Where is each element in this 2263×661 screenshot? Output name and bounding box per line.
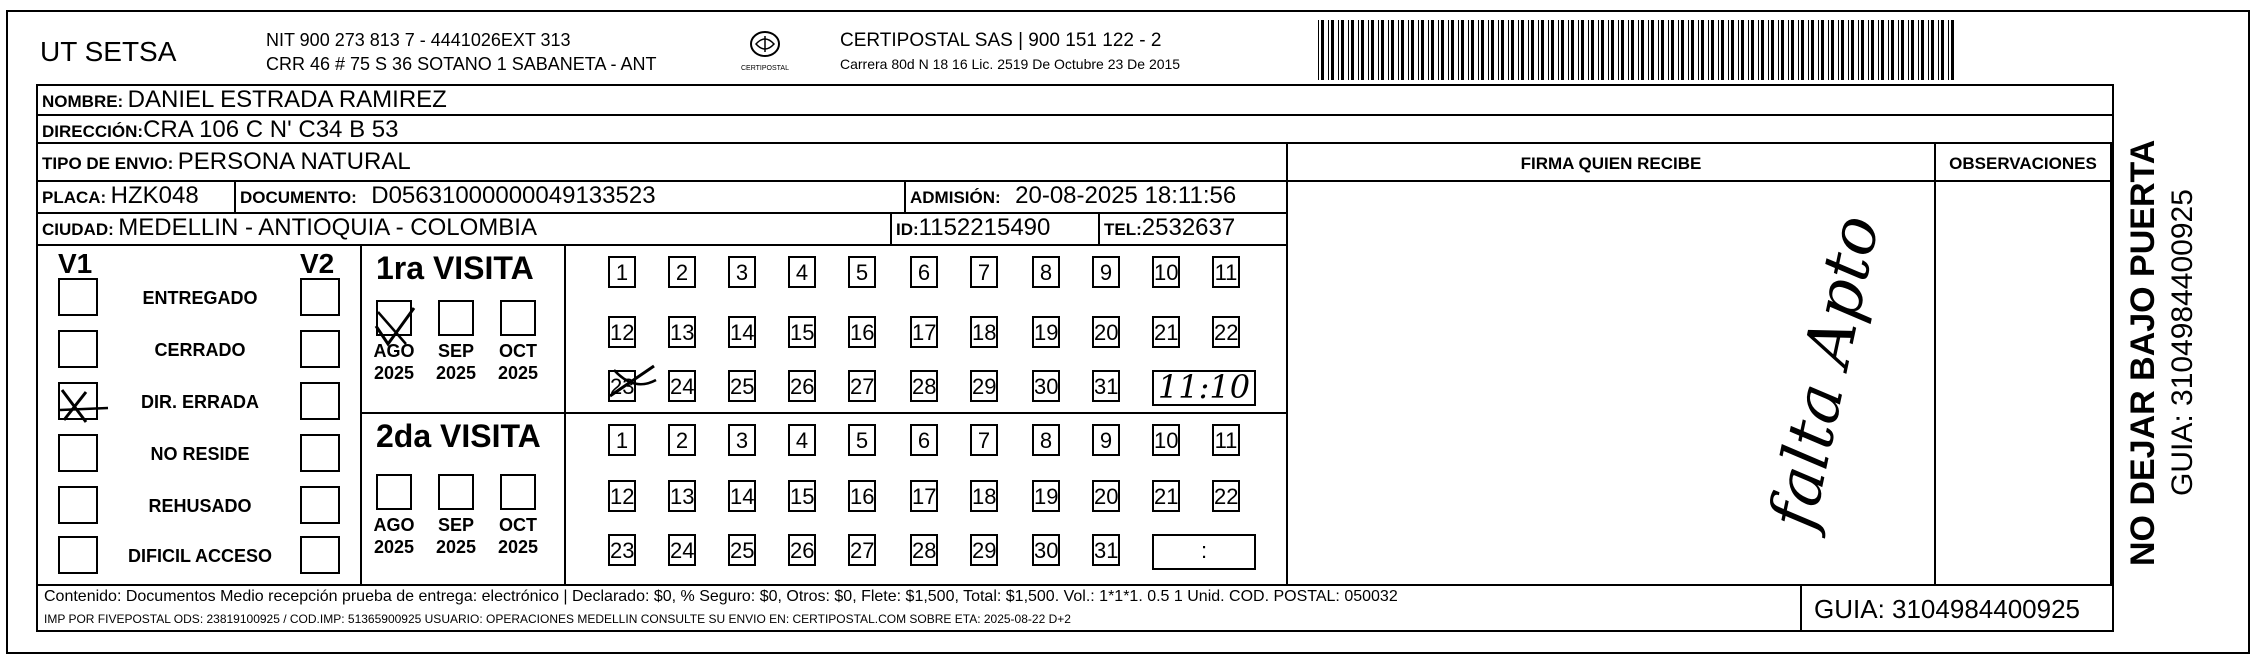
day-box[interactable]: 21 (1152, 316, 1180, 348)
address-line: CRR 46 # 75 S 36 SOTANO 1 SABANETA - ANT (266, 54, 657, 74)
barcode-bar (1858, 20, 1859, 80)
barcode-bar (1841, 20, 1844, 80)
year-label: 2025 (435, 363, 477, 383)
barcode-bar (1488, 20, 1489, 80)
year-label: 2025 (373, 363, 415, 383)
side-guia: GUIA: 3104984400925 (2166, 189, 2199, 496)
day-box[interactable]: 29 (970, 370, 998, 402)
v1-checkbox[interactable] (58, 330, 98, 368)
barcode-bar (1621, 20, 1624, 80)
admision-label: ADMISIÓN: (910, 188, 1001, 207)
barcode-bar (1668, 20, 1669, 80)
barcode-bar (1348, 20, 1349, 80)
barcode-bar (1748, 20, 1749, 80)
year-label: 2025 (497, 537, 539, 557)
day-box[interactable]: 23 (608, 370, 636, 402)
barcode-bar (1591, 20, 1594, 80)
barcode-bar (1911, 20, 1914, 80)
barcode-bar (1598, 20, 1599, 80)
month-label: AGO (373, 341, 415, 361)
nombre-label: NOMBRE: (42, 92, 124, 111)
v1-label: V1 (58, 248, 93, 279)
day-box[interactable]: 14 (728, 316, 756, 348)
day-box[interactable]: 8 (1032, 424, 1060, 456)
status-label: REHUSADO (148, 496, 252, 516)
barcode-bar (1378, 20, 1379, 80)
day-box[interactable]: 18 (970, 480, 998, 512)
barcode-bar (1801, 20, 1804, 80)
side-warning: NO DEJAR BAJO PUERTA (2124, 139, 2162, 566)
barcode-bar (1611, 20, 1614, 80)
day-box[interactable]: 6 (910, 424, 938, 456)
v2-checkbox[interactable] (300, 278, 340, 316)
day-23-strike (604, 362, 664, 402)
day-box[interactable]: 26 (788, 534, 816, 566)
month-checkbox[interactable] (438, 300, 474, 336)
day-box[interactable]: 7 (970, 256, 998, 288)
barcode-bar (1401, 20, 1404, 80)
barcode-bar (1551, 20, 1554, 80)
barcode-bar (1708, 20, 1709, 80)
first-visit-title: 1ra VISITA (376, 250, 534, 286)
v2-checkbox[interactable] (300, 330, 340, 368)
day-box[interactable]: 20 (1092, 316, 1120, 348)
status-label: CERRADO (154, 340, 246, 360)
day-box[interactable]: 27 (848, 370, 876, 402)
day-box[interactable]: 30 (1032, 534, 1060, 566)
barcode-bar (1828, 20, 1829, 80)
day-box[interactable]: 26 (788, 370, 816, 402)
logo-icon (748, 30, 782, 60)
barcode-bar (1861, 20, 1864, 80)
barcode-bar (1848, 20, 1849, 80)
barcode-bar (1531, 20, 1534, 80)
barcode-bar (1951, 20, 1954, 80)
day-box[interactable]: 29 (970, 534, 998, 566)
day-box[interactable]: 2 (668, 424, 696, 456)
v2-checkbox[interactable] (300, 434, 340, 472)
barcode-bar (1478, 20, 1479, 80)
barcode-bar (1768, 20, 1769, 80)
day-box[interactable]: 15 (788, 480, 816, 512)
day-box[interactable]: 11 (1212, 424, 1240, 456)
day-box[interactable]: 12 (608, 480, 636, 512)
v1-checkbox[interactable] (58, 536, 98, 574)
v2-label: V2 (300, 248, 335, 279)
barcode-bar (1818, 20, 1819, 80)
day-box[interactable]: 6 (910, 256, 938, 288)
barcode-bar (1418, 20, 1419, 80)
barcode-bar (1388, 20, 1389, 80)
barcode-bar (1648, 20, 1649, 80)
day-box[interactable]: 23 (608, 534, 636, 566)
barcode-bar (1908, 20, 1909, 80)
day-box[interactable]: 5 (848, 256, 876, 288)
barcode-bar (1901, 20, 1904, 80)
barcode-bar (1548, 20, 1549, 80)
barcode-bar (1578, 20, 1579, 80)
day-box[interactable]: 9 (1092, 256, 1120, 288)
v2-checkbox[interactable] (300, 382, 340, 420)
barcode-bar (1778, 20, 1779, 80)
barcode-bar (1671, 20, 1674, 80)
barcode-bar (1731, 20, 1734, 80)
barcode-bar (1588, 20, 1589, 80)
nit-line: NIT 900 273 813 7 - 4441026EXT 313 (266, 30, 571, 50)
day-box[interactable]: 30 (1032, 370, 1060, 402)
barcode-bar (1491, 20, 1494, 80)
barcode-bar (1381, 20, 1384, 80)
day-box[interactable]: 22 (1212, 316, 1240, 348)
license-line: Carrera 80d N 18 16 Lic. 2519 De Octubre 23 De 2015 (840, 56, 1181, 72)
year-label: 2025 (497, 363, 539, 383)
barcode-bar (1481, 20, 1484, 80)
day-box[interactable]: 28 (910, 534, 938, 566)
barcode-bar (1338, 20, 1339, 80)
v2-checkbox[interactable] (300, 536, 340, 574)
barcode-bar (1601, 20, 1604, 80)
barcode-bar (1521, 20, 1524, 80)
ciudad-value: MEDELLIN - ANTIOQUIA - COLOMBIA (118, 214, 537, 241)
year-label: 2025 (435, 537, 477, 557)
day-box[interactable]: 17 (910, 316, 938, 348)
logo-text: CERTIPOSTAL (741, 65, 789, 72)
day-box[interactable]: 31 (1092, 534, 1120, 566)
day-box[interactable]: 20 (1092, 480, 1120, 512)
barcode-bar (1351, 20, 1354, 80)
barcode-bar (1758, 20, 1759, 80)
time-box[interactable]: : (1152, 534, 1256, 570)
barcode-bar (1808, 20, 1809, 80)
barcode-bar (1568, 20, 1569, 80)
day-box[interactable]: 12 (608, 316, 636, 348)
day-box[interactable]: 4 (788, 256, 816, 288)
ciudad-label: CIUDAD: (42, 220, 114, 239)
day-box[interactable]: 13 (668, 480, 696, 512)
barcode-bar (1651, 20, 1654, 80)
month-checkbox[interactable] (438, 474, 474, 510)
barcode-bar (1881, 20, 1884, 80)
barcode-bar (1608, 20, 1609, 80)
footer-guia: GUIA: 3104984400925 (1814, 594, 2080, 624)
day-box[interactable]: 1 (608, 256, 636, 288)
barcode-bar (1938, 20, 1939, 80)
barcode-bar (1458, 20, 1459, 80)
barcode-bar (1658, 20, 1659, 80)
barcode-bar (1638, 20, 1639, 80)
day-box[interactable]: 13 (668, 316, 696, 348)
barcode-bar (1791, 20, 1794, 80)
day-box[interactable]: 3 (728, 424, 756, 456)
day-box[interactable]: 18 (970, 316, 998, 348)
barcode-bar (1361, 20, 1364, 80)
day-box[interactable]: 21 (1152, 480, 1180, 512)
day-box[interactable]: 28 (910, 370, 938, 402)
barcode-bar (1391, 20, 1394, 80)
placa-value: HZK048 (110, 182, 199, 209)
barcode-bar (1398, 20, 1399, 80)
day-box[interactable]: 3 (728, 256, 756, 288)
barcode-bar (1878, 20, 1879, 80)
barcode-bar (1921, 20, 1924, 80)
v2-checkbox[interactable] (300, 486, 340, 524)
day-box[interactable]: 7 (970, 424, 998, 456)
day-box[interactable]: 1 (608, 424, 636, 456)
barcode (1318, 20, 1956, 80)
barcode-bar (1948, 20, 1949, 80)
barcode-bar (1718, 20, 1719, 80)
barcode-bar (1561, 20, 1564, 80)
day-box[interactable]: 25 (728, 370, 756, 402)
barcode-bar (1641, 20, 1644, 80)
tipo-label: TIPO DE ENVIO: (42, 154, 174, 173)
barcode-bar (1408, 20, 1409, 80)
barcode-bar (1431, 20, 1434, 80)
barcode-bar (1441, 20, 1444, 80)
day-box[interactable]: 24 (668, 370, 696, 402)
barcode-bar (1678, 20, 1679, 80)
barcode-bar (1891, 20, 1894, 80)
barcode-bar (1451, 20, 1454, 80)
barcode-bar (1868, 20, 1869, 80)
dir-errada-check-mark (56, 382, 116, 428)
barcode-bar (1688, 20, 1689, 80)
certipostal-logo (735, 30, 795, 80)
firma-header: FIRMA QUIEN RECIBE (1520, 154, 1702, 173)
day-box[interactable]: 9 (1092, 424, 1120, 456)
barcode-bar (1798, 20, 1799, 80)
month-label: SEP (437, 341, 475, 361)
tipo-value: PERSONA NATURAL (177, 148, 411, 175)
month-checkbox[interactable] (376, 474, 412, 510)
barcode-bar (1811, 20, 1814, 80)
barcode-bar (1411, 20, 1414, 80)
barcode-bar (1898, 20, 1899, 80)
barcode-bar (1821, 20, 1824, 80)
barcode-bar (1508, 20, 1509, 80)
barcode-bar (1541, 20, 1544, 80)
day-box[interactable]: 19 (1032, 316, 1060, 348)
admision-value: 20-08-2025 18:11:56 (1015, 182, 1237, 209)
tel-label: TEL: (1104, 220, 1142, 239)
month-label: OCT (499, 515, 537, 535)
day-box[interactable]: 16 (848, 316, 876, 348)
barcode-bar (1581, 20, 1584, 80)
barcode-bar (1698, 20, 1699, 80)
day-box[interactable]: 31 (1092, 370, 1120, 402)
barcode-bar (1701, 20, 1704, 80)
barcode-bar (1321, 20, 1324, 80)
barcode-bar (1518, 20, 1519, 80)
barcode-bar (1571, 20, 1574, 80)
footer-imp: IMP POR FIVEPOSTAL ODS: 23819100925 / COD.IMP: 51365900925 USUARIO: OPERACIONES MEDELLIN CONSULTE SU ENVIO EN: CERTIPOSTAL.COM SOBRE ETA: 2025-08-22 D+2 (44, 612, 1071, 626)
barcode-bar (1788, 20, 1789, 80)
barcode-bar (1728, 20, 1729, 80)
barcode-bar (1711, 20, 1714, 80)
ago-check-mark (370, 304, 420, 350)
barcode-bar (1628, 20, 1629, 80)
barcode-bar (1871, 20, 1874, 80)
barcode-bar (1471, 20, 1474, 80)
barcode-bar (1538, 20, 1539, 80)
barcode-bar (1681, 20, 1684, 80)
status-label: DIR. ERRADA (140, 392, 259, 412)
barcode-bar (1358, 20, 1359, 80)
barcode-bar (1831, 20, 1834, 80)
certipostal-line: CERTIPOSTAL SAS | 900 151 122 - 2 (840, 30, 1162, 51)
status-label: NO RESIDE (150, 444, 250, 464)
barcode-bar (1721, 20, 1724, 80)
barcode-bar (1528, 20, 1529, 80)
v1-checkbox[interactable] (58, 486, 98, 524)
day-box[interactable]: 16 (848, 480, 876, 512)
month-checkbox[interactable] (500, 474, 536, 510)
barcode-bar (1631, 20, 1634, 80)
barcode-bar (1851, 20, 1854, 80)
barcode-bar (1558, 20, 1559, 80)
barcode-bar (1371, 20, 1374, 80)
month-checkbox[interactable] (500, 300, 536, 336)
barcode-bar (1428, 20, 1429, 80)
direccion-value: CRA 106 C N' C34 B 53 (143, 116, 399, 143)
nombre-value: DANIEL ESTRADA RAMIREZ (127, 86, 447, 113)
day-box[interactable]: 4 (788, 424, 816, 456)
day-box[interactable]: 27 (848, 534, 876, 566)
barcode-bar (1448, 20, 1449, 80)
barcode-bar (1618, 20, 1619, 80)
barcode-bar (1511, 20, 1514, 80)
id-label: ID: (896, 220, 919, 239)
observation-handwriting: falta Apto (1756, 208, 1895, 536)
direccion-label: DIRECCIÓN: (42, 122, 144, 141)
observaciones-header: OBSERVACIONES (1949, 154, 2097, 173)
documento-label: DOCUMENTO: (240, 188, 357, 207)
barcode-bar (1341, 20, 1344, 80)
day-box[interactable]: 8 (1032, 256, 1060, 288)
day-box[interactable]: 22 (1212, 480, 1240, 512)
month-label: SEP (437, 515, 475, 535)
day-box[interactable]: 11 (1212, 256, 1240, 288)
barcode-bar (1468, 20, 1469, 80)
barcode-bar (1461, 20, 1464, 80)
barcode-bar (1498, 20, 1499, 80)
day-box[interactable]: 2 (668, 256, 696, 288)
documento-value: D05631000000049133523 (371, 182, 656, 209)
day-box[interactable]: 17 (910, 480, 938, 512)
barcode-bar (1941, 20, 1944, 80)
month-label: OCT (499, 341, 537, 361)
barcode-bar (1328, 20, 1329, 80)
day-box[interactable]: 24 (668, 534, 696, 566)
barcode-bar (1918, 20, 1919, 80)
barcode-bar (1771, 20, 1774, 80)
v1-checkbox[interactable] (58, 278, 98, 316)
barcode-bar (1781, 20, 1784, 80)
day-box[interactable]: 10 (1152, 424, 1180, 456)
day-box[interactable]: 5 (848, 424, 876, 456)
barcode-bar (1331, 20, 1334, 80)
barcode-bar (1838, 20, 1839, 80)
barcode-bar (1741, 20, 1744, 80)
year-label: 2025 (373, 537, 415, 557)
barcode-bar (1928, 20, 1929, 80)
day-box[interactable]: 14 (728, 480, 756, 512)
barcode-bar (1931, 20, 1934, 80)
tel-value: 2532637 (1141, 214, 1236, 241)
barcode-bar (1691, 20, 1694, 80)
time-box[interactable]: 11:10 (1152, 370, 1256, 406)
barcode-bar (1888, 20, 1889, 80)
company-name: UT SETSA (40, 36, 177, 67)
day-box[interactable]: 10 (1152, 256, 1180, 288)
barcode-bar (1501, 20, 1504, 80)
status-label: ENTREGADO (142, 288, 258, 308)
status-label: DIFICIL ACCESO (127, 546, 272, 566)
barcode-bar (1738, 20, 1739, 80)
placa-label: PLACA: (42, 188, 107, 207)
barcode-bar (1661, 20, 1664, 80)
v1-checkbox[interactable] (58, 434, 98, 472)
barcode-bar (1751, 20, 1754, 80)
day-box[interactable]: 15 (788, 316, 816, 348)
barcode-bar (1421, 20, 1424, 80)
day-box[interactable]: 19 (1032, 480, 1060, 512)
id-value: 1152215490 (918, 214, 1051, 241)
day-box[interactable]: 25 (728, 534, 756, 566)
barcode-bar (1761, 20, 1764, 80)
month-label: AGO (373, 515, 415, 535)
barcode-bar (1438, 20, 1439, 80)
barcode-bar (1318, 20, 1319, 80)
second-visit-title: 2da VISITA (376, 418, 541, 454)
footer-contenido: Contenido: Documentos Medio recepción prueba de entrega: electrónico | Declarado: $0, % Seguro: $0, Otros: $0, Flete: $1,500, Total: $1,500. Vol.: 1*1*1. 0.5 1 Unid. COD. POSTAL: 050032 (44, 588, 1398, 605)
barcode-bar (1368, 20, 1369, 80)
